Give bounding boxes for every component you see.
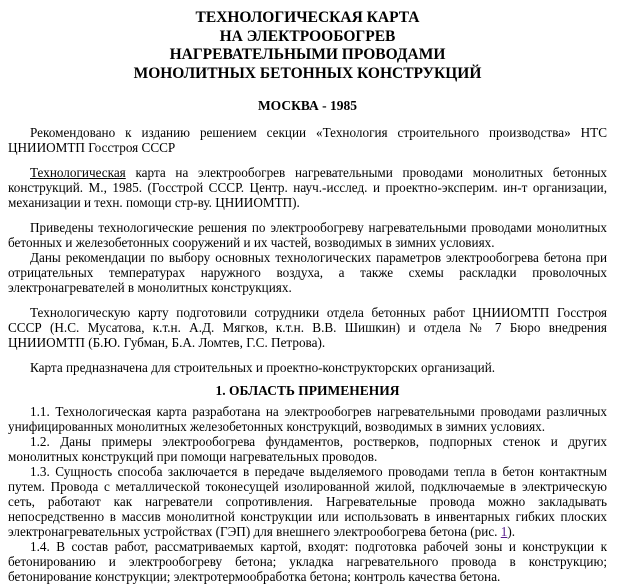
intro-paragraph-2: Даны рекомендации по выбору основных технологических параметров электрообогрева бетона при отрицательных температурах наружного воздуха, а также схемы раскладки проволочных электронагревателей в монолитных конструкциях. <box>8 250 607 295</box>
citation-paragraph <box>8 165 607 210</box>
citation-text: карта на электрообогрев нагревательными проводами монолитных бетонных конструкций. М., 1985. (Госстрой СССР. Центр. науч.-исслед. и проектно-эксперим. ин-т организации, механизации и техн. помощи стр-ву. ЦНИИОМТП). <box>8 165 607 210</box>
city-year: МОСКВА - 1985 <box>257 98 358 113</box>
document-title <box>8 9 607 83</box>
paragraph-1-4: 1.4. В состав работ, рассматриваемых картой, входят: подготовка рабочей зоны и конструкции к бетонированию и электрообогреву бетона; укладка нагревательного провода в конструкцию; бетонирование конструкции; электротермообработка бетона; контроль качества бетона. <box>8 539 607 584</box>
title-line: МОНОЛИТНЫХ БЕТОННЫХ КОНСТРУКЦИЙ <box>133 64 482 82</box>
section-1-heading: 1. ОБЛАСТЬ ПРИМЕНЕНИЯ <box>215 383 400 398</box>
paragraph-1-2: 1.2. Даны примеры электрообогрева фундаментов, ростверков, подпорных стенок и других монолитных конструкций при помощи нагревательных проводов. <box>8 434 607 464</box>
citation-link[interactable]: Технологическая <box>30 165 126 180</box>
title-line: НА ЭЛЕКТРООБОГРЕВ <box>219 27 396 45</box>
paragraph-1-3-end: ). <box>507 524 516 539</box>
paragraph-1-3-text: 1.3. Сущность способа заключается в передаче выделяемого проводами тепла в бетон контактным путем. Провода с металлической токонесущей изолированной жилой, подключаемые в электрическую сеть, работают как нагреватели сопротивления. Нагревательные провода можно закладывать непосредственно в массив монолитной конструкции или использовать в инвентарных гибких плоских электронагревательных устройствах (ГЭП) для внешнего электрообогрева бетона (рис. <box>8 464 607 539</box>
authors-paragraph: Технологическую карту подготовили сотрудники отдела бетонных работ ЦНИИОМТП Госстроя СССР (Н.С. Мусатова, к.т.н. А.Д. Мягков, к.т.н. В.В. Шишкин) и отдела № 7 Бюро внедрения ЦНИИОМТП (Б.Ю. Губман, Б.А. Ломтев, Г.С. Петрова). <box>8 305 607 350</box>
document-page <box>0 9 621 584</box>
figure-1-link[interactable]: 1 <box>500 524 508 539</box>
title-line: НАГРЕВАТЕЛЬНЫМИ ПРОВОДАМИ <box>169 46 446 63</box>
intro-paragraph-1: Приведены технологические решения по электрообогреву нагревательными проводами монолитных бетонных и железобетонных сооружений и их частей, возводимых в зимних условиях. <box>8 220 607 250</box>
paragraph-1-1: 1.1. Технологическая карта разработана на электрообогрев нагревательными проводами различных унифицированных монолитных железобетонных конструкций, возводимых в зимних условиях. <box>8 404 607 434</box>
recommendation-paragraph: Рекомендовано к изданию решением секции «Технология строительного производства» НТС ЦНИИОМТП Госстроя СССР <box>8 125 607 155</box>
paragraph-1-3 <box>8 464 607 539</box>
title-line: ТЕХНОЛОГИЧЕСКАЯ КАРТА <box>195 9 420 26</box>
audience-paragraph: Карта предназначена для строительных и проектно-конструкторских организаций. <box>30 360 496 375</box>
